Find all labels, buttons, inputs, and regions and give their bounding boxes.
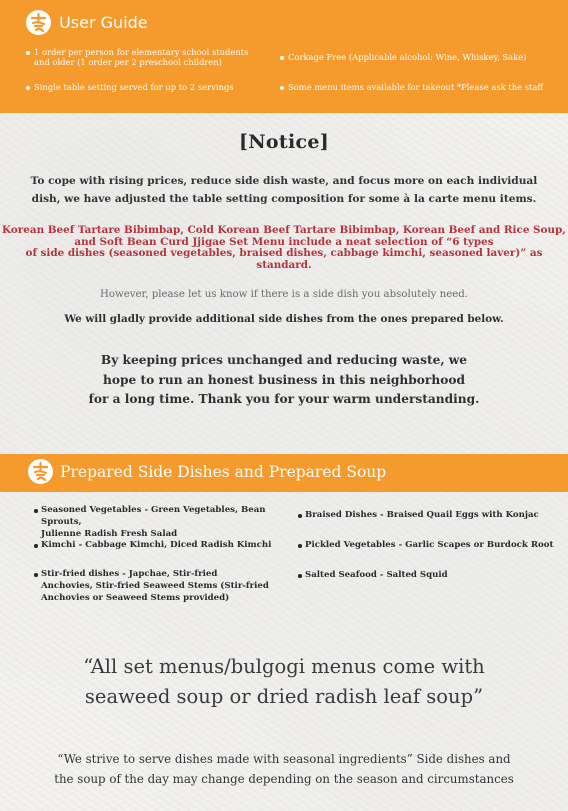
side-dish-item: Salted Seafood - Salted Squid (298, 570, 558, 582)
notice-offer: We will gladly provide additional side dishes from the ones prepared below. (64, 313, 504, 325)
side-dish-line: Seasoned Vegetables - Green Vegetables, Bean Sprouts, (41, 505, 266, 527)
soup-quote-line: “All set menus/bulgogi menus come with (83, 655, 485, 678)
notice-request: However, please let us know if there is a side dish you absolutely need. (99, 289, 469, 300)
side-dish-item: Pickled Vegetables - Garlic Scapes or Burdock Root (298, 540, 558, 552)
soup-quote (0, 652, 568, 712)
notice-closing-line: By keeping prices unchanged and reducing waste, we (100, 353, 468, 367)
notice-highlight-line: Korean Beef Tartare Bibimbap, Cold Korean Beef Tartare Bibimbap, Korean Beef and Rice Soup, (2, 224, 566, 236)
guide-item: 1 order per person for elementary school students and older (1 order per 2 preschool children) (26, 48, 256, 67)
guide-item: Corkage Free (Applicable alcohol: Wine, Whiskey, Sake) (280, 53, 560, 63)
restaurant-logo-icon (26, 10, 51, 35)
guide-item: Single table setting served for up to 2 servings (26, 83, 266, 93)
side-dish-item (34, 540, 294, 552)
side-dish-item: Braised Dishes - Braised Quail Eggs with Konjac (298, 510, 558, 522)
user-guide-header (0, 0, 568, 113)
side-dish-line: Kimchi - Cabbage Kimchi, Diced Radish Kimchi (41, 540, 272, 550)
notice-title: [Notice] (238, 131, 330, 153)
seasonal-note (0, 749, 568, 789)
guide-item: Some menu items available for takeout *Please ask the staff (280, 83, 560, 93)
notice-closing (0, 351, 568, 410)
soup-quote-line: seaweed soup or dried radish leaf soup” (84, 685, 484, 708)
side-dish-item (34, 505, 294, 540)
notice-highlight (0, 225, 568, 271)
notice-highlight-line: of side dishes (seasoned vegetables, braised dishes, cabbage kimchi, seasoned laver)” as standard. (25, 247, 543, 271)
side-dish-item (34, 569, 294, 604)
user-guide-title: User Guide (59, 13, 148, 32)
notice-intro-line: To cope with rising prices, reduce side dish waste, and focus more on each individual (30, 175, 538, 187)
restaurant-logo-icon (28, 459, 53, 484)
notice-intro-line: dish, we have adjusted the table setting composition for some à la carte menu items. (31, 193, 537, 205)
seasonal-note-line: “We strive to serve dishes made with seasonal ingredients” Side dishes and (57, 752, 511, 766)
side-dishes-header (0, 454, 568, 492)
notice-intro (0, 172, 568, 208)
notice-highlight-line: and Soft Bean Curd Jjigae Set Menu include a neat selection of “6 types (74, 235, 494, 248)
side-dish-line: Anchovies or Seaweed Stems provided) (41, 592, 230, 603)
seasonal-note-line: the soup of the day may change depending on the season and circumstances (54, 772, 514, 786)
notice-closing-line: for a long time. Thank you for your warm understanding. (88, 392, 480, 406)
side-dishes-title: Prepared Side Dishes and Prepared Soup (60, 462, 387, 481)
notice-closing-line: hope to run an honest business in this neighborhood (103, 372, 465, 387)
side-dish-line: Stir-fried dishes - Japchae, Stir-fried (41, 569, 218, 579)
side-dish-line: Julienne Radish Fresh Salad (41, 528, 178, 539)
side-dish-line: Anchovies, Stir-fried Seaweed Stems (Stir-fried (41, 580, 269, 591)
